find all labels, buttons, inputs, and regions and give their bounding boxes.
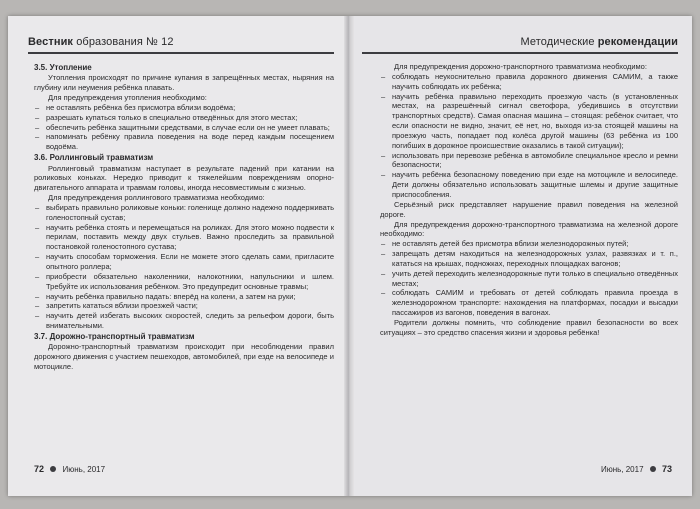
list-item: – приобрести обязательно наколенники, налокотники, напульсники и шлем. Требуйте их использования ребёнком. Это предупредит основные травмы; bbox=[34, 272, 334, 292]
running-header-right bbox=[521, 36, 678, 48]
running-header-left bbox=[28, 36, 174, 48]
list-item: – научить ребёнка стоять и перемещаться на роликах. Для этого можно подвести к перилам, поставить между двух стульев. Важно проследить за правильной постановкой голеностопного сустава; bbox=[34, 223, 334, 253]
list-item: – не оставлять ребёнка без присмотра вблизи водоёма; bbox=[34, 103, 334, 113]
issue-date-right: Июнь, 2017 bbox=[600, 465, 644, 474]
section-heading: 3.7. Дорожно-транспортный травматизм bbox=[34, 331, 195, 341]
paragraph: Роллинговый травматизм наступает в результате падений при катании на роликовых коньках. Нередко приводит к тяжелейшим повреждениям опорно-двигательного аппарата и травмам головы, иногда несовместимым с жизнью. bbox=[34, 163, 334, 193]
bullet-list bbox=[380, 72, 678, 200]
paragraph: Родители должны помнить, что соблюдение правил безопасности во всех ситуациях – это средство спасения жизни и здоровья ребёнка! bbox=[380, 317, 678, 337]
paragraph: Дорожно-транспортный травматизм происходит при несоблюдении правил дорожного движения с участием пешеходов, автомобилей, при езде на велосипеде и мотоцикле. bbox=[34, 342, 334, 371]
bullet-list bbox=[34, 103, 334, 152]
footer-right bbox=[601, 464, 672, 474]
list-item: – обеспечить ребёнка защитными средствами, в случае если он не умеет плавать; bbox=[34, 123, 334, 133]
right-text-column bbox=[380, 62, 678, 338]
left-text-column bbox=[34, 62, 334, 372]
list-item: – соблюдать САМИМ и требовать от детей соблюдать правила проезда в железнодорожном транспорте: нахождения на платформах, посадки и высадки пассажиров из вагонов, поведения в вагонах. bbox=[380, 288, 678, 318]
issue-date-left: Июнь, 2017 bbox=[62, 465, 106, 474]
list-item: – разрешать купаться только в специально отведённых для этого местах; bbox=[34, 113, 334, 123]
paragraph: Для предупреждения дорожно-транспортного травматизма на железной дороге необходимо: bbox=[380, 219, 678, 239]
list-item: – запрещать детям находиться на железнодорожных узлах, развязках и т. п., кататься на крышах, подножках, переходных площадках вагонов; bbox=[380, 249, 678, 269]
list-item: – не оставлять детей без присмотра вблизи железнодорожных путей; bbox=[380, 239, 678, 249]
page-number-right: 73 bbox=[661, 464, 672, 474]
magazine-spread bbox=[8, 16, 692, 496]
bullet-dot-icon bbox=[650, 466, 656, 472]
list-item: – соблюдать неукоснительно правила дорожного движения САМИМ, а также научить соблюдать их ребёнка; bbox=[380, 72, 678, 92]
bullet-list bbox=[380, 239, 678, 318]
section-title-bold: рекомендации bbox=[597, 36, 678, 48]
list-item: – выбирать правильно роликовые коньки: голенище должно надежно поддерживать голеностопный сустав; bbox=[34, 203, 334, 223]
paragraph: Для предупреждения дорожно-транспортного травматизма необходимо: bbox=[394, 62, 647, 71]
list-item: – научить ребёнка правильно падать: вперёд на колени, а затем на руки; bbox=[34, 292, 334, 302]
header-rule-left bbox=[28, 52, 334, 54]
list-item: – использовать при перевозке ребёнка в автомобиле специальное кресло и ремни безопасности; bbox=[380, 151, 678, 171]
paragraph: Для предупреждения роллингового травматизма необходимо: bbox=[48, 193, 265, 203]
header-rule-right bbox=[362, 52, 678, 54]
book-gutter bbox=[344, 16, 354, 496]
bullet-list bbox=[34, 203, 334, 331]
footer-left bbox=[34, 464, 105, 474]
journal-title-bold: Вестник bbox=[28, 36, 74, 48]
right-page bbox=[348, 16, 692, 496]
list-item: – научить детей избегать высоких скоростей, следить за рельефом дороги, быть внимательными. bbox=[34, 311, 334, 331]
paragraph: Серьёзный риск представляет нарушение правил поведения на железной дороге. bbox=[380, 199, 678, 219]
paragraph: Утопления происходят по причине купания в запрещённых местах, ныряния на глубину или неумения ребёнка плавать. bbox=[34, 73, 334, 93]
list-item: – запретить кататься вблизи проезжей части; bbox=[34, 301, 334, 311]
section-heading: 3.5. Утопление bbox=[34, 63, 92, 72]
section-title-normal: Методические bbox=[520, 36, 595, 48]
list-item: – учить детей переходить железнодорожные пути только в специально отведённых местах; bbox=[380, 269, 678, 289]
journal-title-rest: образования № 12 bbox=[76, 36, 174, 48]
list-item: – научить ребёнка правильно переходить проезжую часть (в установленных местах, на разрешённый сигнал светофора, убедившись в отсутствии транспортных средств). Самая опасная машина – стоящая: ребёнок считает, что если опасности не видно, значит, её нет, но, выходя из-за стоящей машины на проезжую часть, попадает под колёса другой машины (63 ребёнка из 100 погибших в дорожное происшествие оказались в такой ситуации); bbox=[380, 92, 678, 151]
list-item: – научить способам торможения. Если не можете этого сделать сами, пригласите опытного роллера; bbox=[34, 252, 334, 272]
list-item: – напоминать ребёнку правила поведения на воде перед каждым посещением водоёма. bbox=[34, 132, 334, 152]
bullet-dot-icon bbox=[50, 466, 56, 472]
list-item: – научить ребёнка безопасному поведению при езде на мотоцикле и велосипеде. Дети должны обязательно использовать защитные шлемы и другие защитные приспособления. bbox=[380, 170, 678, 200]
paragraph: Для предупреждения утопления необходимо: bbox=[48, 93, 207, 103]
page-number-left: 72 bbox=[34, 464, 45, 474]
left-page bbox=[8, 16, 348, 496]
section-heading: 3.6. Роллинговый травматизм bbox=[34, 153, 154, 163]
